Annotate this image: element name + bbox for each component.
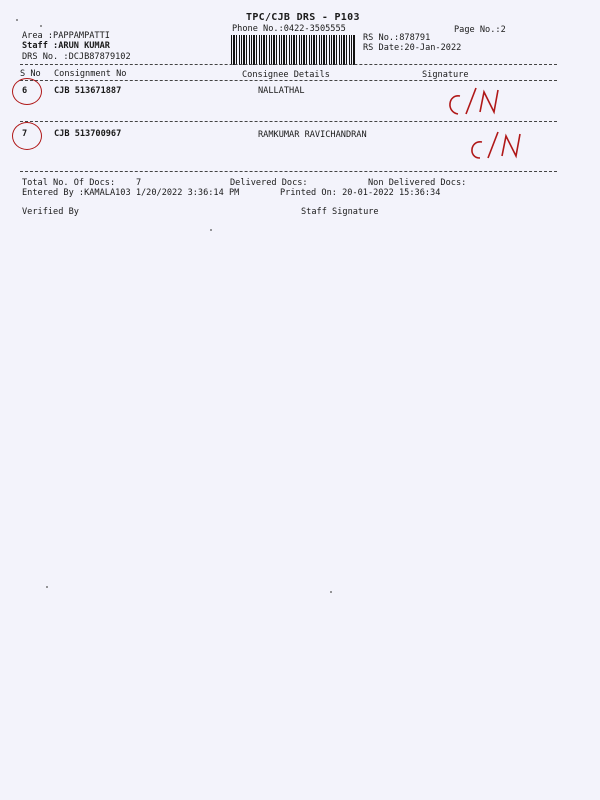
staff-signature: Staff Signature (301, 207, 379, 217)
row-divider (20, 121, 557, 122)
column-signature: Signature (422, 70, 469, 80)
non-delivered-docs-label: Non Delivered Docs: (368, 178, 467, 188)
drs-number: DRS No. :DCJB87879102 (22, 52, 131, 62)
scan-speck (46, 586, 48, 588)
column-sno: S No (20, 69, 41, 79)
row-sno: 6 (22, 86, 28, 96)
scan-speck (40, 25, 42, 27)
phone-number: Phone No.:0422-3505555 (232, 24, 346, 34)
handwritten-signature (438, 84, 518, 124)
row-consignee: NALLATHAL (258, 86, 305, 96)
staff-label: Staff :ARUN KUMAR (22, 41, 110, 51)
rs-number: RS No.:878791 (363, 33, 431, 43)
barcode (231, 35, 355, 65)
table-rule-end (20, 171, 557, 172)
handwritten-signature (462, 124, 542, 164)
scan-speck (330, 591, 332, 593)
scan-speck (210, 229, 212, 231)
entered-by: Entered By :KAMALA103 1/20/2022 3:36:14 PM (22, 188, 240, 198)
scan-speck (16, 19, 18, 21)
column-consignment: Consignment No (54, 69, 127, 79)
row-consignment: CJB 513700967 (54, 129, 122, 139)
header-rule-bottom (20, 80, 557, 81)
column-consignee: Consignee Details (242, 70, 330, 80)
page-number: Page No.:2 (454, 25, 506, 35)
verified-by: Verified By (22, 207, 79, 217)
row-sno: 7 (22, 129, 28, 139)
row-consignee: RAMKUMAR RAVICHANDRAN (258, 130, 367, 140)
header-rule-top (20, 64, 557, 65)
printed-on: Printed On: 20-01-2022 15:36:34 (280, 188, 441, 198)
total-docs-label: Total No. Of Docs: (22, 178, 116, 188)
row-consignment: CJB 513671887 (54, 86, 122, 96)
total-docs-value: 7 (136, 178, 142, 188)
delivered-docs-label: Delivered Docs: (230, 178, 308, 188)
rs-date: RS Date:20-Jan-2022 (363, 43, 462, 53)
drs-title: TPC/CJB DRS - P103 (246, 12, 360, 23)
area-label: Area :PAPPAMPATTI (22, 31, 110, 41)
